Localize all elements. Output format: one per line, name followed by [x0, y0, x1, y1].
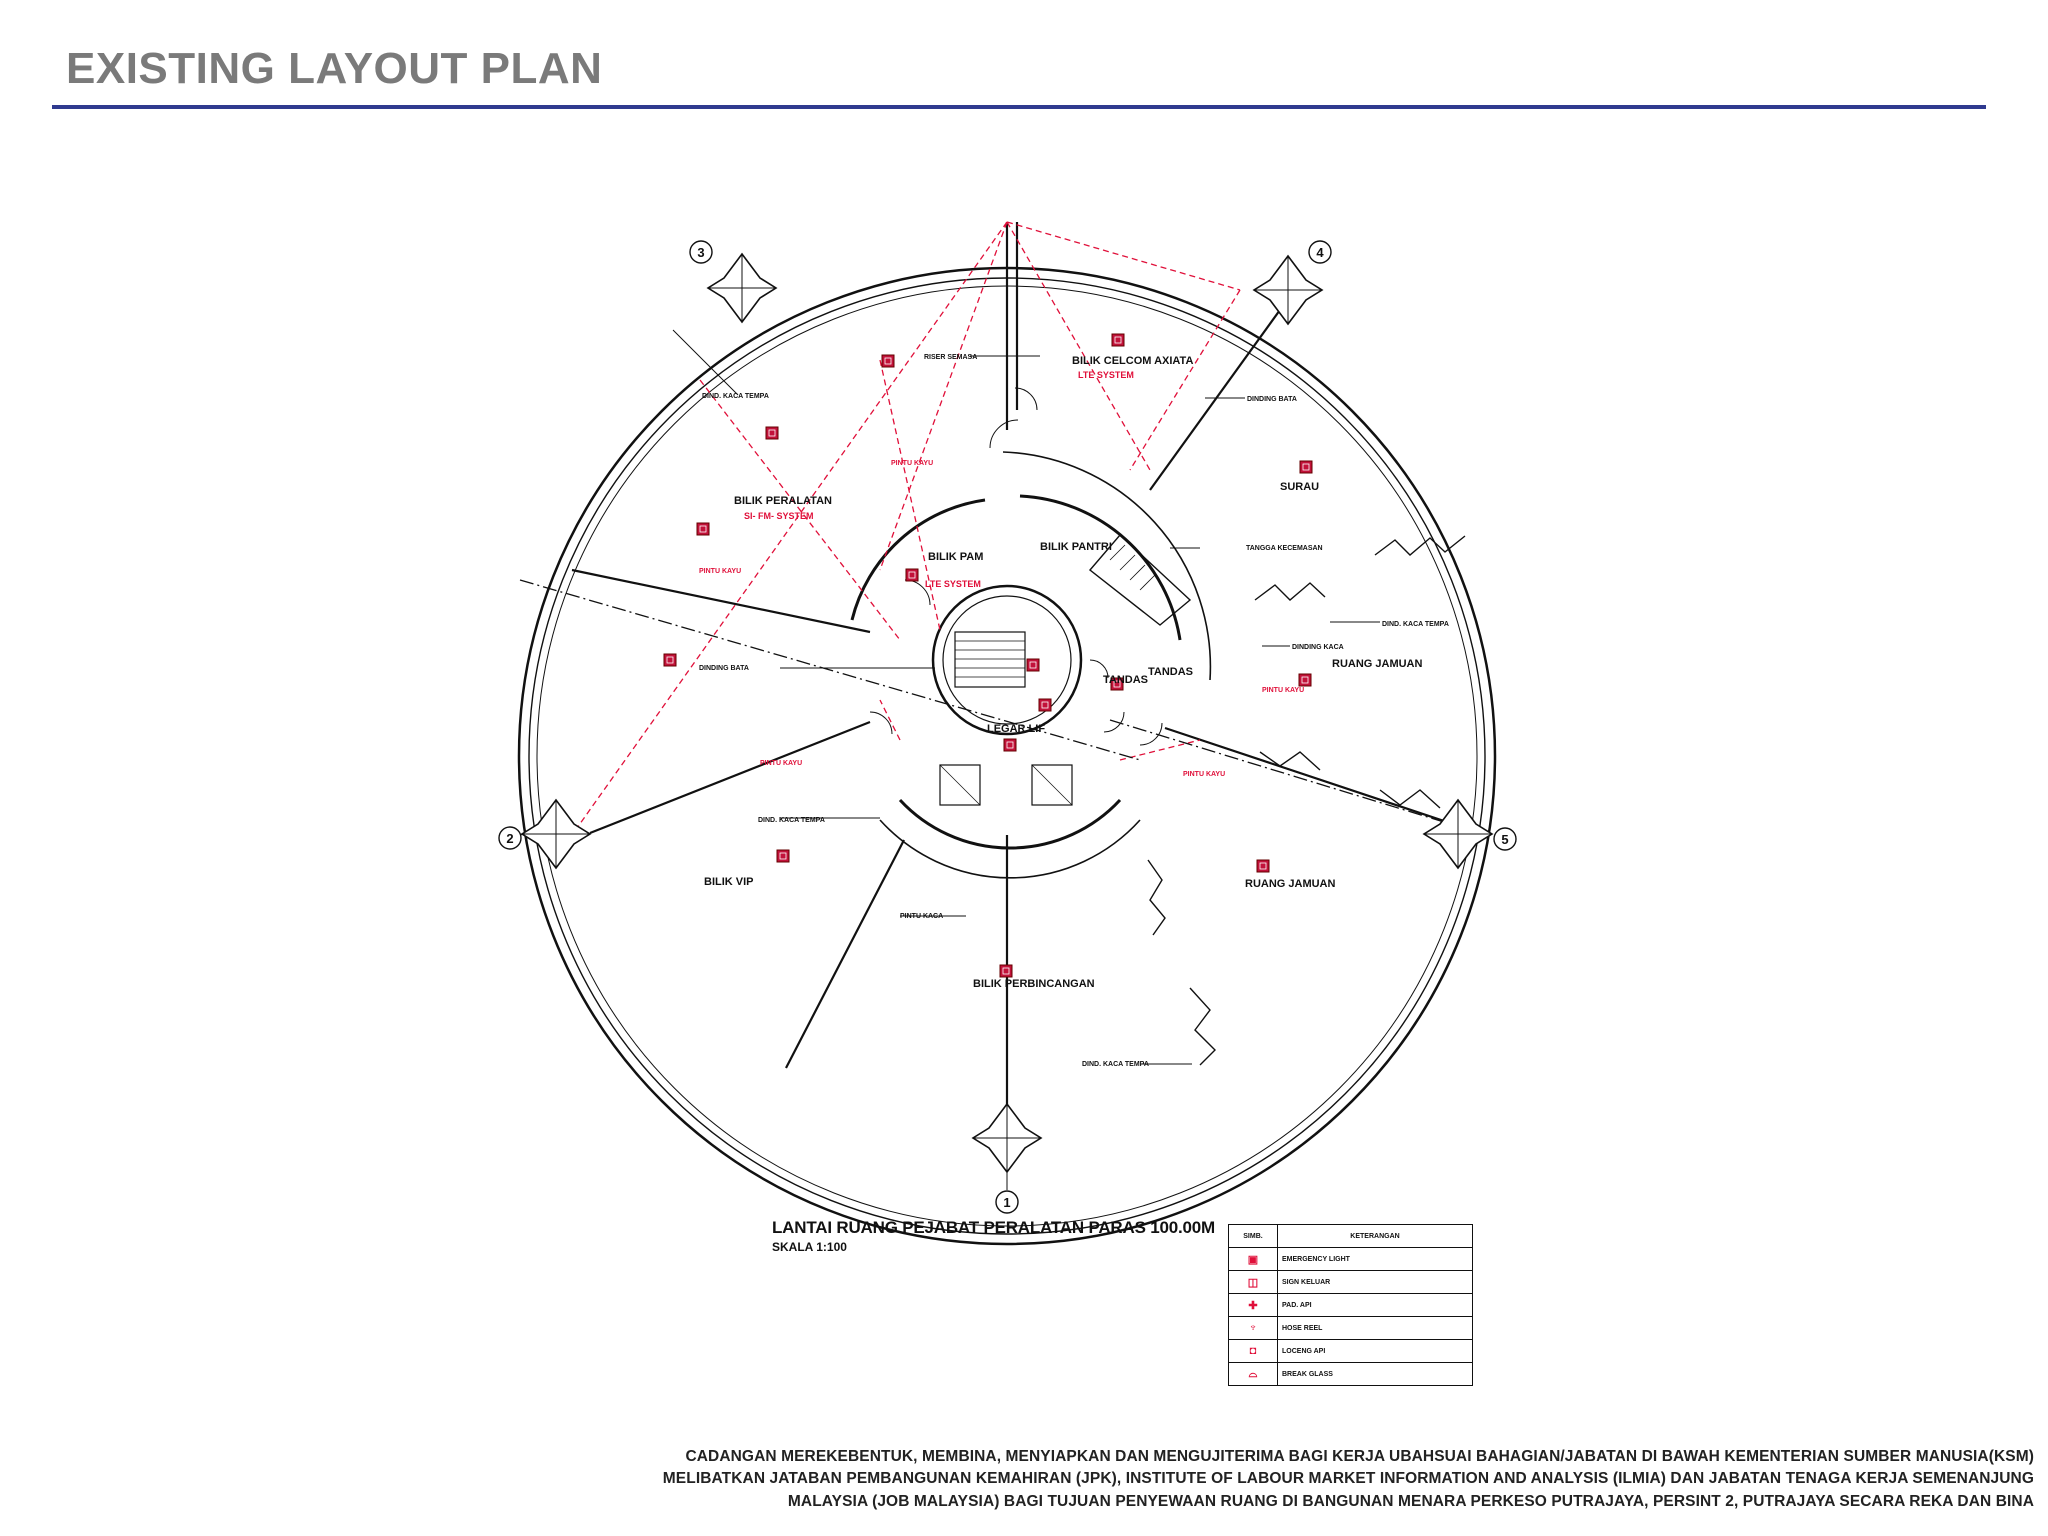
- legend-label: SIGN KELUAR: [1278, 1271, 1473, 1294]
- footer-line-1: CADANGAN MEREKEBENTUK, MEMBINA, MENYIAPKAN DAN MENGUJITERIMA BAGI KERJA UBAHSUAI BAHAGIAN/JABATAN DI BAWAH KEMENTERIAN SUMBER MANUSIA(KSM): [685, 1448, 2034, 1465]
- coverage-lines: [572, 222, 1240, 835]
- svg-text:TANGGA KECEMASAN: TANGGA KECEMASAN: [1246, 545, 1323, 552]
- legend-label: BREAK GLASS: [1278, 1363, 1473, 1386]
- callouts: [673, 330, 1449, 1068]
- room-ruang-jamuan-1: RUANG JAMUAN: [1332, 658, 1423, 670]
- partition-walls: [572, 222, 1480, 1140]
- grid-line: [520, 580, 1470, 830]
- svg-text:PINTU KAYU: PINTU KAYU: [760, 760, 803, 767]
- grid-marker-1: 1: [1003, 1195, 1011, 1210]
- room-tandas-1: TANDAS: [1103, 674, 1149, 686]
- svg-text:DINDING BATA: DINDING BATA: [699, 665, 749, 672]
- legend-label: HOSE REEL: [1278, 1317, 1473, 1340]
- room-bilik-pam-sub: LTE SYSTEM: [925, 579, 981, 589]
- room-bilik-vip: BILIK VIP: [704, 876, 754, 888]
- svg-text:DIND. KACA TEMPA: DIND. KACA TEMPA: [1382, 621, 1449, 628]
- svg-text:DINDING KACA: DINDING KACA: [1292, 644, 1344, 651]
- project-description-footer: [520, 1446, 2034, 1513]
- room-labels: [704, 355, 1423, 990]
- legend-row: [1229, 1248, 1473, 1271]
- room-surau: SURAU: [1280, 481, 1320, 493]
- svg-text:PINTU KAYU: PINTU KAYU: [699, 568, 742, 575]
- fire-extinguisher-icon: ✚: [1229, 1294, 1278, 1317]
- emergency-light-icon: ▣: [1229, 1248, 1278, 1271]
- drawing-title: LANTAI RUANG PEJABAT PERALATAN PARAS 100.00M: [772, 1218, 1216, 1237]
- room-bilik-peralatan: BILIK PERALATAN: [734, 495, 832, 507]
- grid-marker-4: 4: [1316, 245, 1324, 260]
- svg-text:PINTU KAYU: PINTU KAYU: [1183, 771, 1226, 778]
- footer-line-2: MELIBATKAN JATABAN PEMBANGUNAN KEMAHIRAN (JPK), INSTITUTE OF LABOUR MARKET INFORMATION AND ANALYSIS (ILMIA) DAN JABATAN TENAGA KERJA SEMENANJUNG: [662, 1470, 2034, 1488]
- room-bilik-celcom-sub: LTE SYSTEM: [1078, 370, 1134, 380]
- svg-text:DINDING BATA: DINDING BATA: [1247, 396, 1297, 403]
- legend-table: [1228, 1224, 1473, 1386]
- svg-text:PINTU KAYU: PINTU KAYU: [891, 460, 934, 467]
- legend-row: [1229, 1271, 1473, 1294]
- legend-row: [1229, 1363, 1473, 1386]
- legend-label: LOCENG API: [1278, 1340, 1473, 1363]
- legend-header-symbol: SIMB.: [1229, 1225, 1278, 1248]
- room-ruang-jamuan-2: RUANG JAMUAN: [1245, 878, 1336, 890]
- svg-text:DIND. KACA TEMPA: DIND. KACA TEMPA: [758, 817, 825, 824]
- room-bilik-pam: BILIK PAM: [928, 551, 984, 563]
- room-bilik-peralatan-sub: SI- FM- SYSTEM: [744, 511, 814, 521]
- room-bilik-perbincangan: BILIK PERBINCANGAN: [973, 978, 1095, 990]
- room-bilik-pantri: BILIK PANTRI: [1040, 541, 1112, 553]
- hose-reel-icon: ♆: [1229, 1317, 1278, 1340]
- svg-text:DIND. KACA TEMPA: DIND. KACA TEMPA: [1082, 1061, 1149, 1068]
- legend-header-description: KETERANGAN: [1278, 1225, 1473, 1248]
- room-legar-lif: LEGAR LIF: [987, 723, 1046, 735]
- svg-text:DIND. KACA TEMPA: DIND. KACA TEMPA: [702, 393, 769, 400]
- room-bilik-celcom: BILIK CELCOM AXIATA: [1072, 355, 1194, 367]
- slide-title: EXISTING LAYOUT PLAN: [66, 44, 603, 93]
- drawing-scale: SKALA 1:100: [772, 1240, 847, 1254]
- grid-marker-3: 3: [697, 245, 705, 260]
- break-glass-icon: ⌓: [1229, 1363, 1278, 1386]
- drawing-caption: [772, 1218, 1215, 1254]
- legend-row: [1229, 1317, 1473, 1340]
- legend-label: EMERGENCY LIGHT: [1278, 1248, 1473, 1271]
- fire-safety-tags: [664, 334, 1312, 977]
- room-tandas-2: TANDAS: [1148, 666, 1194, 678]
- svg-text:PINTU KAYU: PINTU KAYU: [1262, 687, 1305, 694]
- exit-sign-icon: ◫: [1229, 1271, 1278, 1294]
- legend-row: [1229, 1340, 1473, 1363]
- footer-line-3: MALAYSIA (JOB MALAYSIA) BAGI TUJUAN PENYEWAAN RUANG DI BANGUNAN MENARA PERKESO PUTRAJAYA, PERSINT 2, PUTRAJAYA SECARA REKA DAN BINA: [787, 1492, 2034, 1510]
- legend-label: PAD. API: [1278, 1294, 1473, 1317]
- svg-text:RISER SEMASA: RISER SEMASA: [924, 354, 978, 361]
- svg-text:PINTU KACA: PINTU KACA: [900, 913, 944, 920]
- legend-row: [1229, 1294, 1473, 1317]
- grid-marker-2: 2: [506, 831, 514, 846]
- fire-alarm-icon: ◘: [1229, 1340, 1278, 1363]
- grid-marker-5: 5: [1501, 832, 1509, 847]
